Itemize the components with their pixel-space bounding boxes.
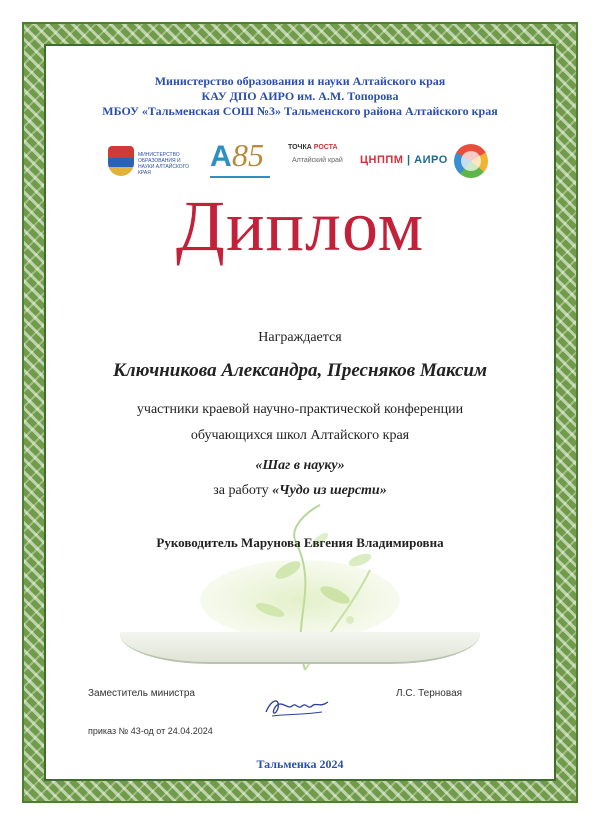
globe-highlight (461, 151, 481, 171)
tochka-rosta-logo (288, 140, 348, 184)
header-ministry: Министерство образования и науки Алтайского края (154, 74, 446, 88)
airo-85-logo (210, 137, 270, 184)
ministry-logo (108, 140, 188, 184)
leader-line: Руководитель Марунова Евгения Владимировна (156, 535, 444, 550)
header-institute: КАУ ДПО АИРО им. А.М. Топорова (201, 89, 399, 103)
a85-letter: А (210, 140, 232, 173)
globe-logo (452, 140, 492, 184)
work-line (46, 483, 554, 499)
tochka-rosta-text: ТОЧКА РОСТА (288, 144, 338, 151)
a85-number: 85 (232, 137, 264, 173)
awarded-label: Награждается (258, 330, 342, 345)
signature-image (262, 694, 332, 720)
cnppm-logo (360, 140, 448, 184)
description-line-2: обучающихся школ Алтайского края (190, 428, 410, 443)
signatory-position: Заместитель министра (88, 688, 195, 699)
coat-of-arms-icon (108, 146, 134, 176)
work-title: «Чудо из шерсти» (272, 483, 387, 498)
description-line-1: участники краевой научно-практической конференции (136, 402, 464, 417)
book-glow (200, 560, 400, 640)
header-school: МБОУ «Тальменская СОШ №3» Тальменского района Алтайского края (102, 104, 498, 118)
work-prefix: за работу (213, 483, 269, 498)
conference-name: «Шаг в науку» (255, 458, 345, 473)
tochka-region-text: Алтайский край (292, 157, 343, 164)
a85-underline (210, 176, 270, 178)
diploma-title: Диплом (175, 186, 425, 266)
city-year: Тальменка 2024 (256, 757, 344, 771)
ministry-logo-text: МИНИСТЕРСТВО ОБРАЗОВАНИЯ И НАУКИ АЛТАЙСКОГО КРАЯ (138, 152, 190, 176)
signatory-name: Л.С. Терновая (396, 688, 463, 699)
recipient-names: Ключникова Александра, Пресняков Максим (113, 360, 487, 381)
cnppm-text: ЦНППМ | АИРО (360, 154, 448, 166)
order-reference: приказ № 43-од от 24.04.2024 (88, 726, 213, 736)
